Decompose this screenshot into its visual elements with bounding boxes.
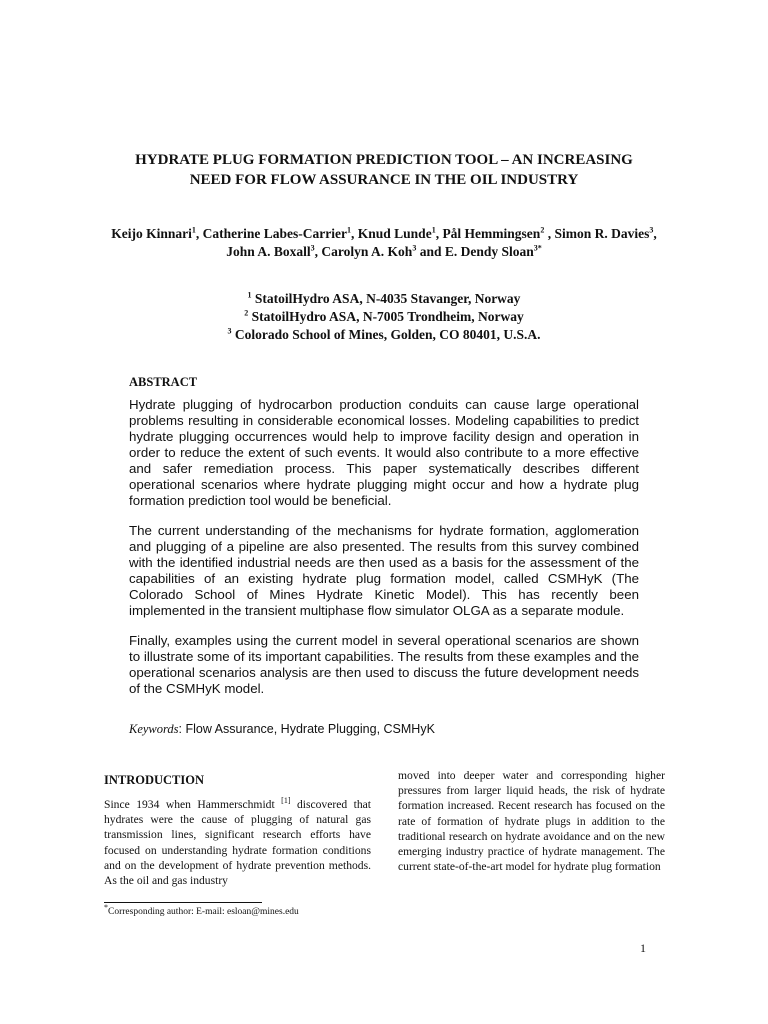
right-column xyxy=(398,768,665,874)
affiliation-text: StatoilHydro ASA, N-7005 Trondheim, Norway xyxy=(248,309,524,324)
affiliation-number: 3 xyxy=(227,326,232,336)
author-affiliation-mark: 3 xyxy=(412,243,417,253)
footnote-text: Corresponding author: E-mail: esloan@mines.edu xyxy=(108,907,299,917)
introduction-left-text xyxy=(104,797,371,888)
introduction-heading: INTRODUCTION xyxy=(104,773,205,787)
affiliation-line xyxy=(150,326,618,344)
abstract-paragraph: The current understanding of the mechanisms for hydrate formation, agglomeration and plugging of a pipeline are also presented. The results from this survey combined with the identified industrial needs are then used as a basis for the assessment of the capabilities of an existing hydrate plug formation model, called CSMHyK (The Colorado School of Mines Hydrate Kinetic Model). This has recently been implemented in the transient multiphase flow simulator OLGA as a separate module. xyxy=(129,523,639,618)
footnote xyxy=(104,902,299,917)
author-name: E. Dendy Sloan xyxy=(444,244,534,259)
author-affiliation-mark: 1 xyxy=(191,225,196,235)
author-name: Keijo Kinnari xyxy=(111,226,192,241)
affiliation-line xyxy=(150,290,618,308)
abstract-paragraph: Finally, examples using the current model in several operational scenarios are shown to illustrate some of its important capabilities. The results from these examples and the operational scenarios analysis are then used to discuss the future development needs of the CSMHyK model. xyxy=(129,633,639,696)
author-affiliation-mark: 3 xyxy=(310,243,315,253)
affiliation-list xyxy=(150,290,618,344)
keywords-label: Keywords xyxy=(129,722,179,736)
paper-title: HYDRATE PLUG FORMATION PREDICTION TOOL – AN INCREASING NEED FOR FLOW ASSURANCE IN THE OIL INDUSTRY xyxy=(135,152,633,188)
footnote-rule xyxy=(104,902,262,903)
intro-text-rest: discovered that hydrates were the cause of plugging of natural gas transmission lines, significant research efforts have focused on understanding hydrate formation conditions and on the development of hydrate prevention methods. As the oil and gas industry xyxy=(104,798,371,888)
author-affiliation-mark: 1 xyxy=(431,225,436,235)
abstract-paragraph: Hydrate plugging of hydrocarbon production conduits can cause large operational problems resulting in considerable economical losses. Modeling capabilities to predict hydrate plugging occurrences would help to improve facility design and operation in order to reduce the extent of such events. It would also contribute to a more effective and safer remediation process. This paper systematically describes different operational scenarios where hydrate plugging might occur and how a hydrate plug formation prediction tool would be beneficial. xyxy=(129,397,639,508)
affiliation-text: StatoilHydro ASA, N-4035 Stavanger, Norway xyxy=(251,291,521,306)
page-number: 1 xyxy=(640,941,646,955)
introduction-right-text: moved into deeper water and corresponding higher pressures from larger liquid heads, the risk of hydrate formation increased. Recent research has focused on the rate of formation of hydrate plugs in addition to the traditional research on hydrate avoidance and on the new emerging industry practice of hydrate management. The current state-of-the-art model for hydrate plug formation xyxy=(398,769,665,874)
author-affiliation-mark: 2 xyxy=(540,225,545,235)
keywords-text: : Flow Assurance, Hydrate Plugging, CSMHyK xyxy=(178,722,435,736)
affiliation-number: 2 xyxy=(244,308,249,318)
author-name: John A. Boxall xyxy=(226,244,311,259)
citation-ref: [1] xyxy=(281,796,291,806)
author-list: Keijo Kinnari$^1$, Catherine Labes-Carrier$^1$, Knud Lunde$^1$, Pål Hemmingsen$^2$ , Simon R. Davies$^3$, John A. Boxall$^3$, Carolyn A. Koh$^3$ and E. Dendy Sloan$^{3*}$ xyxy=(111,225,657,259)
affiliation-number: 1 xyxy=(247,290,252,300)
affiliation-line xyxy=(150,308,618,326)
author-name: Carolyn A. Koh xyxy=(321,244,413,259)
author-name: Knud Lunde xyxy=(357,226,432,241)
author-name: Simon R. Davies xyxy=(554,226,650,241)
abstract-heading: ABSTRACT xyxy=(129,375,198,389)
affiliation-text: Colorado School of Mines, Golden, CO 80401, U.S.A. xyxy=(231,327,541,342)
author-name: Pål Hemmingsen xyxy=(442,226,541,241)
left-column xyxy=(104,773,371,888)
author-name: Catherine Labes-Carrier xyxy=(202,226,348,241)
intro-text-start: Since 1934 when Hammerschmidt xyxy=(104,798,282,811)
keywords-line xyxy=(129,722,435,737)
author-affiliation-mark: 3* xyxy=(533,243,542,253)
footnote-mark: * xyxy=(104,902,108,912)
author-affiliation-mark: 3 xyxy=(649,225,654,235)
author-affiliation-mark: 1 xyxy=(347,225,352,235)
abstract-body xyxy=(129,397,639,711)
